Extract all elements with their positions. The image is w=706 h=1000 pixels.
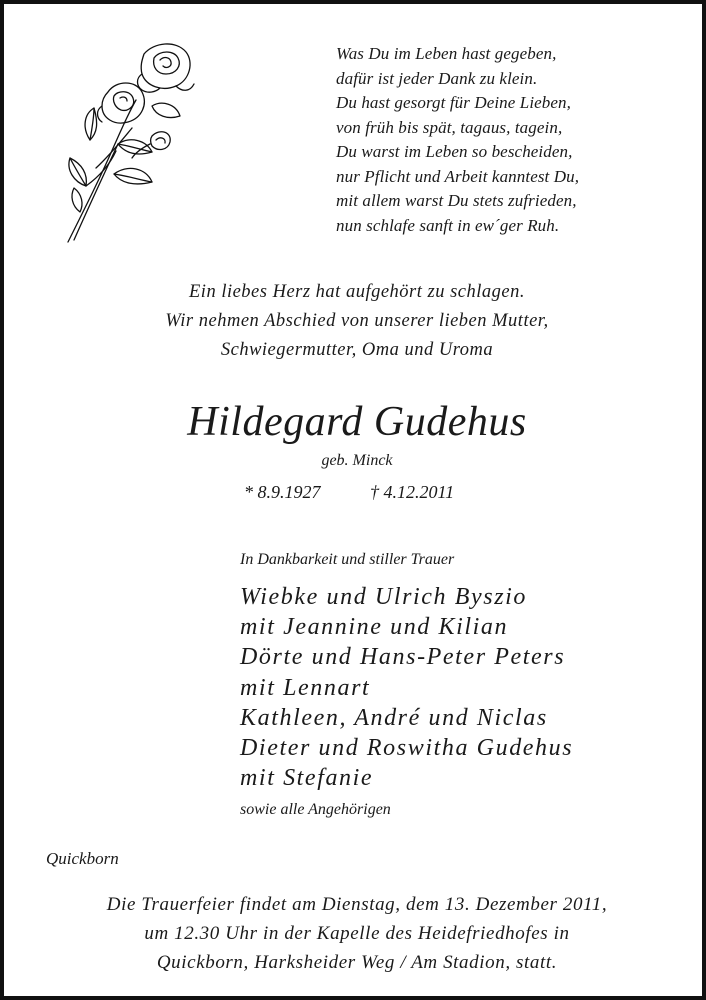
memorial-poem: Was Du im Leben hast gegeben, dafür ist jeder Dank zu klein. Du hast gesorgt für Deine Lieben, von früh bis spät, tagaus, tagein, Du warst im Leben so bescheiden, nur Pflicht und Arbeit kanntest Du, mit allem warst Du stets zufrieden, nun schlafe sanft in ew´ger Ruh. xyxy=(336,44,580,235)
deceased-name: Hildegard Gudehus xyxy=(187,399,527,445)
mourner-line: mit Lennart xyxy=(240,674,371,701)
birth-date: * 8.9.1927 xyxy=(244,482,321,502)
rose-illustration xyxy=(56,36,206,248)
mourner-line: mit Stefanie xyxy=(240,765,374,792)
mourner-line: Dörte und Hans-Peter Peters xyxy=(240,644,566,671)
mourner-line: Wiebke und Ulrich Byszio xyxy=(240,584,528,610)
gratitude-line: In Dankbarkeit und stiller Trauer xyxy=(240,551,455,568)
announcement-text: Ein liebes Herz hat aufgehört zu schlagen. Wir nehmen Abschied von unserer lieben Mutter, Schwiegermutter, Oma und Uroma xyxy=(165,282,549,360)
life-dates xyxy=(4,482,706,510)
death-date: † 4.12.2011 xyxy=(370,482,455,502)
relatives-line: sowie alle Angehörigen xyxy=(240,801,391,818)
mourner-line: mit Jeannine und Kilian xyxy=(240,614,509,641)
mourners-list xyxy=(240,582,680,793)
mourner-line: Dieter und Roswitha Gudehus xyxy=(240,735,574,762)
birth-name: geb. Minck xyxy=(321,452,393,469)
funeral-service-info: Die Trauerfeier findet am Dienstag, dem 13. Dezember 2011, um 12.30 Uhr in der Kapelle des Heidefriedhofes in Quickborn, Harksheider Weg / Am Stadion, statt. xyxy=(106,894,608,973)
place-name: Quickborn xyxy=(46,849,119,868)
mourner-line: Kathleen, André und Niclas xyxy=(240,704,548,731)
